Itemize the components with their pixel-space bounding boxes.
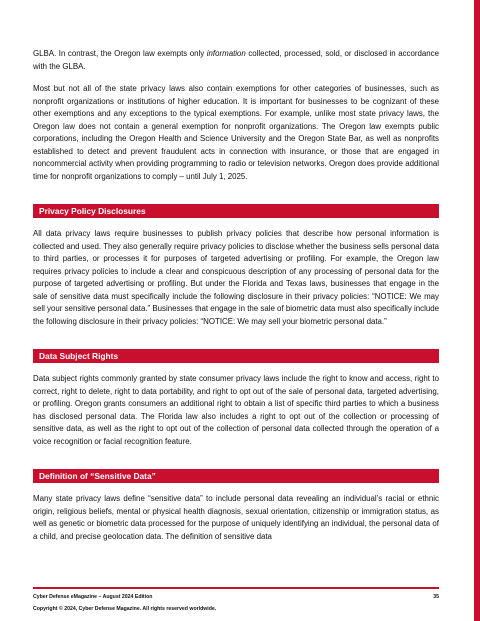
intro-text-a: GLBA. In contrast, the Oregon law exempts only: [33, 49, 207, 58]
page-edge-bar: [474, 0, 480, 621]
footer-copyright: Copyright © 2024, Cyber Defense Magazine. All rights reserved worldwide.: [33, 606, 217, 612]
article-body: [33, 48, 439, 553]
section-body-sensitive-data: Many state privacy laws define “sensitive data” to include personal data revealing an individual’s racial or ethnic origin, religious beliefs, mental or physical health diagnosis, sexual orientation, citizenship or immigration status, as well as genetic or biometric data processed for the purpose of uniquely identifying an individual, the personal data of a child, and precise geolocation data. The definition of sensitive data: [33, 494, 439, 541]
section-header-privacy-policy: Privacy Policy Disclosures: [33, 204, 439, 218]
footer-edition: Cyber Defense eMagazine – August 2024 Edition: [33, 594, 153, 600]
intro-text-b: collected, processed, sold, or disclosed in accordance with the GLBA.: [33, 49, 439, 71]
section-header-data-subject-rights: Data Subject Rights: [33, 349, 439, 363]
section-body-privacy-policy: All data privacy laws require businesses to publish privacy policies that describe how personal information is collected and used. They also generally require privacy policies to disclose whether the business sells personal data to third parties, or processes it for purposes of targeted advertising or profiling. For example, the Oregon law requires privacy policies to include a clear and conspicuous description of any processing of personal data for the purpose of targeted advertising or profiling. But under the Florida and Texas laws, businesses that engage in the sale of sensitive data must specifically include the following disclosure in their privacy policies: “NOTICE: We may sell your sensitive personal data.” Businesses that engage in the sale of biometric data must also specifically include the following disclosure in their privacy policies: “NOTICE: We may sell your biometric personal data.”: [33, 229, 439, 326]
section-header-sensitive-data: Definition of “Sensitive Data”: [33, 469, 439, 483]
intro-paragraph-2: Most but not all of the state privacy laws also contain exemptions for other categories of businesses, such as nonprofit organizations or institutions of higher education. It is important for businesses to be cognizant of these other exemptions and any exceptions to the typical exemptions. For example, unlike most state privacy laws, the Oregon law does not contain a general exemption for nonprofit organizations. The Oregon law exempts public corporations, including the Oregon Health and Science University and the Oregon State Bar, as well as nonprofits established to detect and prevent fraudulent acts in connection with insurance, or those that are engaged in noncommercial activity when providing programming to radio or television networks. Oregon does provide additional time for nonprofit organizations to comply – until July 1, 2025.: [33, 84, 439, 181]
intro-emphasis: information: [206, 49, 246, 58]
section-body-data-subject-rights: Data subject rights commonly granted by state consumer privacy laws include the right to know and access, right to correct, right to delete, right to data portability, and right to opt out of the sale of personal data, targeted advertising, or profiling. Oregon grants consumers an additional right to obtain a list of specific third parties to which a business has disclosed personal data. The Florida law also includes a right to opt out of the collection or processing of sensitive data, as well as the right to opt out of the collection of personal data collected through the operation of a voice recognition or facial recognition feature.: [33, 374, 439, 446]
page-number: 35: [433, 594, 439, 600]
intro-paragraph-1: [33, 48, 439, 73]
page-footer: [33, 587, 439, 612]
